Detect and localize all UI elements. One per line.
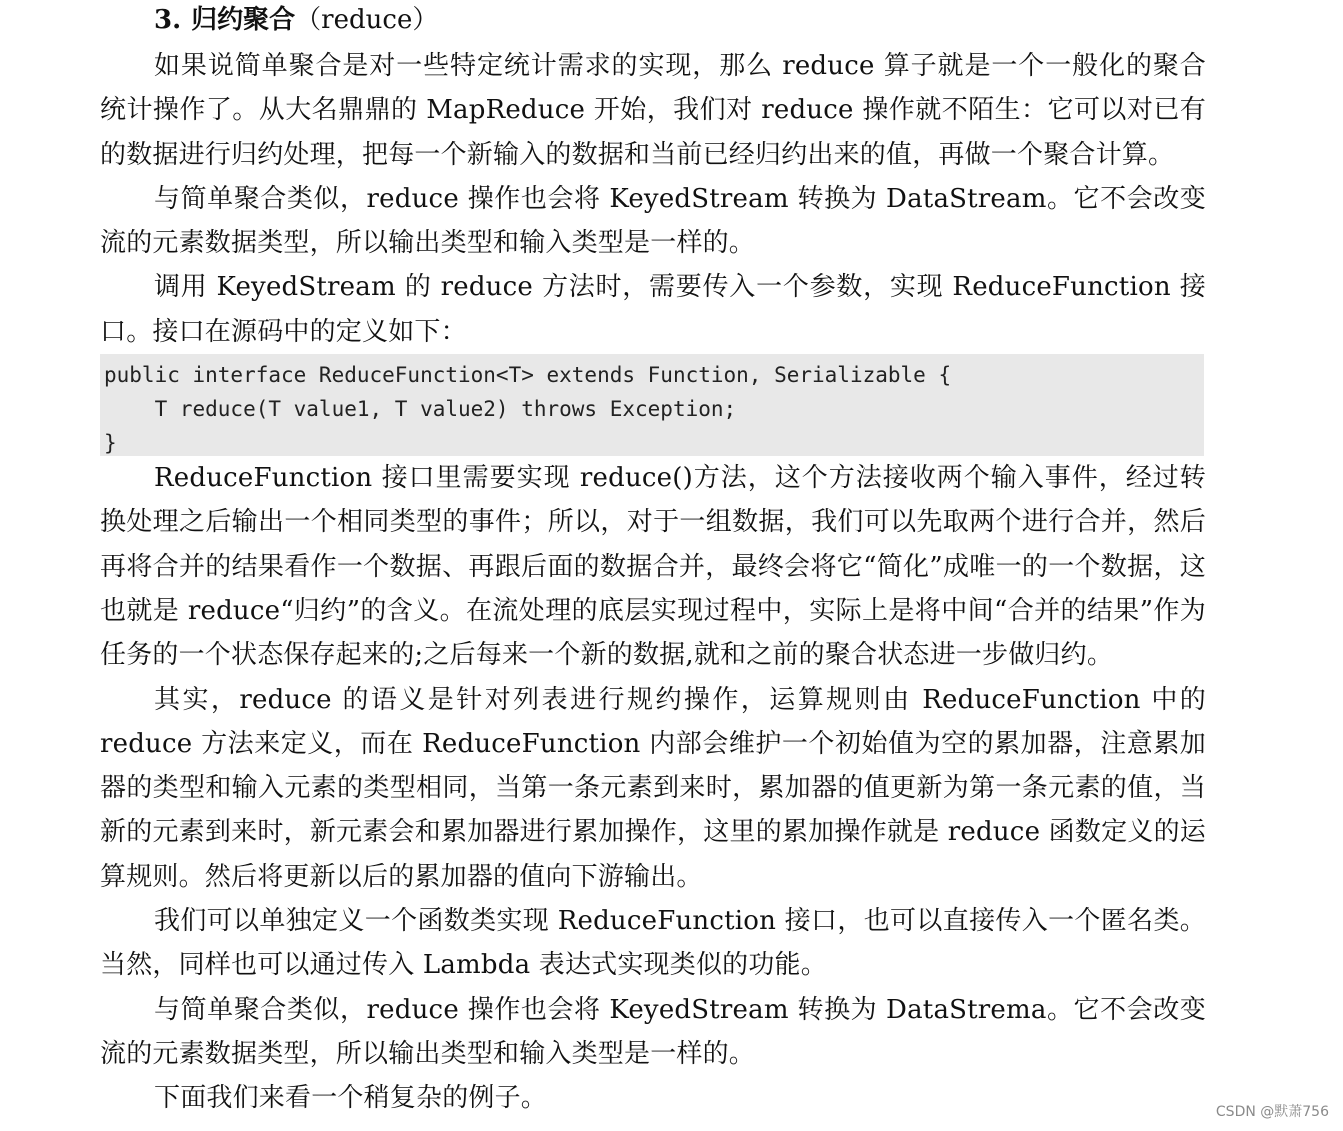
paragraph-reduce-semantics: 其实，reduce 的语义是针对列表进行规约操作，运算规则由 ReduceFunction 中的 reduce 方法来定义，而在 ReduceFunction 内部会维护一个初始值为空的累加器，注意累加器的类型和输入元素的类型相同，当第一条元素到来时，累加器的值更新为第一条元素的值，当新的元素到来时，新元素会和累加器进行累加操作，这里的累加操作就是 reduce 函数定义的运算规则。然后将更新以后的累加器的值向下游输出。 [100, 684, 1206, 892]
csdn-watermark: CSDN @默萧756 [1215, 1104, 1329, 1120]
code-line: public interface ReduceFunction<T> extends Function, Serializable { [104, 363, 952, 388]
paragraph-reduce-conversion-repeat: 与简单聚合类似，reduce 操作也会将 KeyedStream 转换为 DataStrema。它不会改变流的元素数据类型，所以输出类型和输入类型是一样的。 [100, 994, 1206, 1069]
paragraph-reduce-implementation: 我们可以单独定义一个函数类实现 ReduceFunction 接口，也可以直接传入一个匿名类。当然，同样也可以通过传入 Lambda 表达式实现类似的功能。 [100, 906, 1206, 981]
code-line: } [104, 431, 117, 456]
code-line: T reduce(T value1, T value2) throws Exception; [104, 397, 737, 422]
paragraph-example-intro: 下面我们来看一个稍复杂的例子。 [154, 1083, 548, 1114]
section-subtitle: （reduce） [295, 5, 439, 35]
document-page [100, 0, 1206, 1121]
code-block-reduce-function [100, 354, 1204, 456]
paragraph-reduce-conversion: 与简单聚合类似，reduce 操作也会将 KeyedStream 转换为 DataStream。它不会改变流的元素数据类型，所以输出类型和输入类型是一样的。 [100, 183, 1206, 259]
section-heading [100, 0, 1206, 44]
paragraph-reduce-intro: 如果说简单聚合是对一些特定统计需求的实现，那么 reduce 算子就是一个一般化的聚合统计操作了。从大名鼎鼎的 MapReduce 开始，我们对 reduce 操作就不陌生：它可以对已有的数据进行归约处理，把每一个新输入的数据和当前已经归约出来的值，再做一个聚合计算。 [100, 51, 1206, 170]
paragraph-reduce-call: 调用 KeyedStream 的 reduce 方法时，需要传入一个参数，实现 ReduceFunction 接口。接口在源码中的定义如下： [100, 272, 1206, 347]
section-number: 3. [154, 5, 182, 35]
section-title: 归约聚合 [191, 5, 296, 35]
paragraph-reduce-method: ReduceFunction 接口里需要实现 reduce()方法，这个方法接收两个输入事件，经过转换处理之后输出一个相同类型的事件；所以，对于一组数据，我们可以先取两个进行合并，然后再将合并的结果看作一个数据、再跟后面的数据合并，最终会将它“简化”成唯一的一个数据，这也就是 reduce“归约”的含义。在流处理的底层实现过程中，实际上是将中间“合并的结果”作为任务的一个状态保存起来的;之后每来一个新的数据,就和之前的聚合状态进一步做归约。 [100, 463, 1206, 671]
